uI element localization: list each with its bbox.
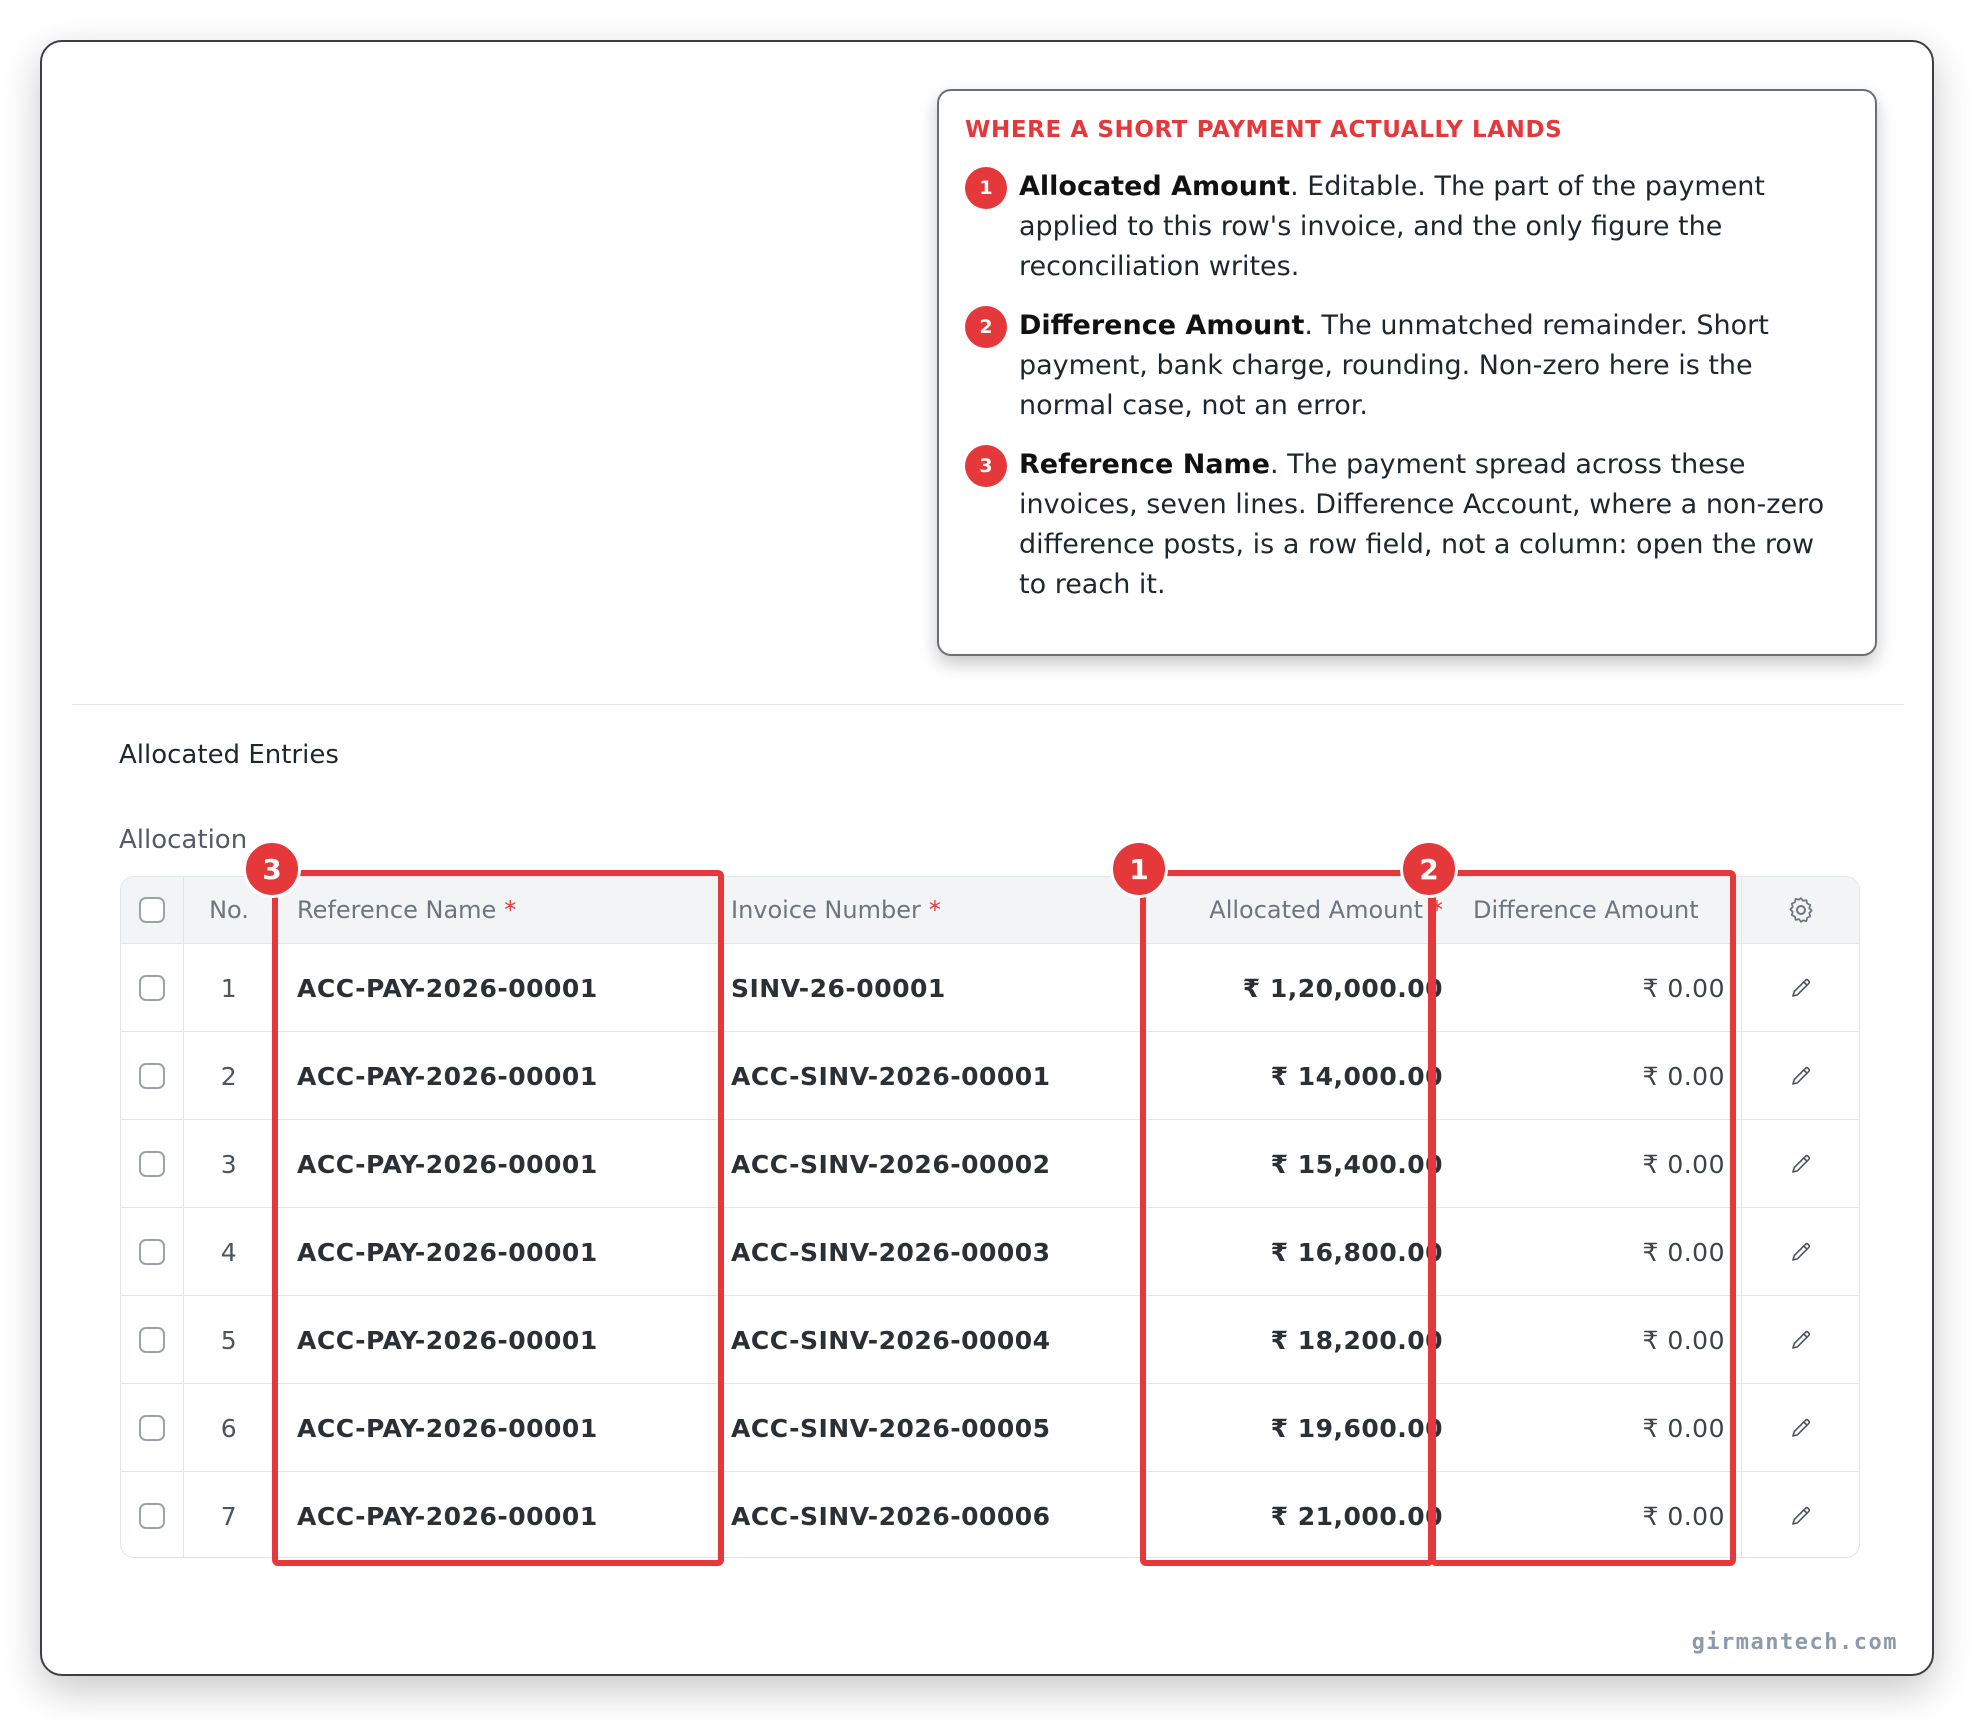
callout-title: WHERE A SHORT PAYMENT ACTUALLY LANDS	[965, 117, 1563, 143]
pencil-icon[interactable]	[1789, 976, 1813, 1000]
pencil-icon[interactable]	[1789, 1240, 1813, 1264]
invoice-number-cell[interactable]: ACC-SINV-2026-00006	[731, 1501, 1051, 1531]
callout-desc-3: . The payment spread across these invoices, seven lines. Difference Account, where a non-zero difference posts, is a row field, not a column: open the row to reach it.	[1019, 449, 1825, 600]
row-checkbox[interactable]	[139, 1239, 165, 1265]
row-select	[121, 944, 183, 1032]
pencil-icon[interactable]	[1789, 1152, 1813, 1176]
highlight-badge-reference: 3	[243, 840, 301, 898]
callout-desc-1: . Editable. The part of the payment applied to this row's invoice, and the only figure the reconciliation writes.	[1019, 171, 1766, 282]
invoice-number-cell[interactable]: ACC-SINV-2026-00002	[731, 1149, 1051, 1179]
difference-amount-cell[interactable]: ₹ 0.00	[1642, 973, 1725, 1003]
header-allocated-amount-label: Allocated Amount	[1209, 896, 1423, 924]
header-invoice-number[interactable]	[731, 877, 1141, 943]
header-settings[interactable]	[1741, 877, 1860, 943]
highlight-reference-name	[272, 870, 724, 1566]
reference-name-cell[interactable]: ACC-PAY-2026-00001	[297, 1237, 598, 1267]
required-mark: *	[504, 896, 517, 924]
reference-name-cell[interactable]: ACC-PAY-2026-00001	[297, 1061, 598, 1091]
invoice-number-cell[interactable]: SINV-26-00001	[731, 973, 946, 1003]
header-difference-amount[interactable]: Difference Amount	[1473, 896, 1699, 924]
callout-badge-1: 1	[965, 167, 1007, 209]
allocated-amount-cell[interactable]: ₹ 19,600.00	[1270, 1413, 1443, 1443]
row-edit-button[interactable]	[1741, 1032, 1860, 1120]
invoice-number-cell[interactable]: ACC-SINV-2026-00004	[731, 1325, 1051, 1355]
allocated-amount-cell[interactable]: ₹ 16,800.00	[1270, 1237, 1443, 1267]
highlight-badge-allocated: 1	[1110, 840, 1168, 898]
row-checkbox[interactable]	[139, 975, 165, 1001]
row-select	[121, 1032, 183, 1120]
gear-icon[interactable]	[1786, 895, 1816, 925]
header-invoice-number-label: Invoice Number	[731, 896, 921, 924]
difference-amount-cell[interactable]: ₹ 0.00	[1642, 1149, 1725, 1179]
row-edit-button[interactable]	[1741, 1296, 1860, 1384]
row-number: 7	[220, 1501, 238, 1531]
highlight-allocated-amount	[1140, 870, 1434, 1566]
row-checkbox[interactable]	[139, 1503, 165, 1529]
allocation-label: Allocation	[119, 825, 248, 855]
reference-name-cell[interactable]: ACC-PAY-2026-00001	[297, 1501, 598, 1531]
row-number: 4	[220, 1237, 238, 1267]
header-select-all	[121, 877, 183, 943]
allocated-amount-cell[interactable]: ₹ 14,000.00	[1270, 1061, 1443, 1091]
callout-term-2: Difference Amount	[1019, 310, 1305, 341]
callout-term-1: Allocated Amount	[1019, 171, 1291, 202]
reference-name-cell[interactable]: ACC-PAY-2026-00001	[297, 1413, 598, 1443]
required-mark: *	[928, 896, 941, 924]
row-select	[121, 1472, 183, 1558]
row-number: 2	[220, 1061, 238, 1091]
pencil-icon[interactable]	[1789, 1416, 1813, 1440]
column-separator	[183, 877, 184, 1557]
row-select	[121, 1120, 183, 1208]
row-edit-button[interactable]	[1741, 1120, 1860, 1208]
row-checkbox[interactable]	[139, 1063, 165, 1089]
reference-name-cell[interactable]: ACC-PAY-2026-00001	[297, 1325, 598, 1355]
allocated-amount-cell[interactable]: ₹ 18,200.00	[1270, 1325, 1443, 1355]
row-select	[121, 1384, 183, 1472]
required-mark: *	[1431, 896, 1443, 924]
row-select	[121, 1208, 183, 1296]
callout-badge-3: 3	[965, 445, 1007, 487]
row-edit-button[interactable]	[1741, 1384, 1860, 1472]
allocated-amount-cell[interactable]: ₹ 1,20,000.00	[1242, 973, 1443, 1003]
invoice-number-cell[interactable]: ACC-SINV-2026-00003	[731, 1237, 1051, 1267]
row-checkbox[interactable]	[139, 1327, 165, 1353]
callout-text-2	[1019, 306, 1849, 426]
row-checkbox[interactable]	[139, 1415, 165, 1441]
invoice-number-cell[interactable]: ACC-SINV-2026-00001	[731, 1061, 1051, 1091]
callout-desc-2: . The unmatched remainder. Short payment, bank charge, rounding. Non-zero here is the normal case, not an error.	[1019, 310, 1769, 421]
row-number: 3	[220, 1149, 238, 1179]
callout-panel	[937, 89, 1877, 656]
header-no: No.	[209, 896, 249, 924]
watermark: girmantech.com	[1691, 1630, 1898, 1655]
invoice-number-cell[interactable]: ACC-SINV-2026-00005	[731, 1413, 1051, 1443]
row-edit-button[interactable]	[1741, 1472, 1860, 1558]
difference-amount-cell[interactable]: ₹ 0.00	[1642, 1237, 1725, 1267]
pencil-icon[interactable]	[1789, 1064, 1813, 1088]
allocated-amount-cell[interactable]: ₹ 15,400.00	[1270, 1149, 1443, 1179]
highlight-badge-difference: 2	[1400, 840, 1458, 898]
section-title: Allocated Entries	[119, 740, 339, 770]
row-edit-button[interactable]	[1741, 944, 1860, 1032]
difference-amount-cell[interactable]: ₹ 0.00	[1642, 1061, 1725, 1091]
header-reference-name-label: Reference Name	[297, 896, 497, 924]
callout-badge-2: 2	[965, 306, 1007, 348]
row-select	[121, 1296, 183, 1384]
row-checkbox[interactable]	[139, 1151, 165, 1177]
row-number: 6	[220, 1413, 238, 1443]
row-number: 1	[220, 973, 238, 1003]
callout-term-3: Reference Name	[1019, 449, 1270, 480]
select-all-checkbox[interactable]	[139, 897, 165, 923]
row-edit-button[interactable]	[1741, 1208, 1860, 1296]
callout-text-3	[1019, 445, 1849, 605]
callout-text-1	[1019, 167, 1849, 287]
allocated-amount-cell[interactable]: ₹ 21,000.00	[1270, 1501, 1443, 1531]
row-number: 5	[220, 1325, 238, 1355]
pencil-icon[interactable]	[1789, 1504, 1813, 1528]
difference-amount-cell[interactable]: ₹ 0.00	[1642, 1325, 1725, 1355]
pencil-icon[interactable]	[1789, 1328, 1813, 1352]
reference-name-cell[interactable]: ACC-PAY-2026-00001	[297, 973, 598, 1003]
section-divider	[72, 704, 1904, 705]
difference-amount-cell[interactable]: ₹ 0.00	[1642, 1501, 1725, 1531]
difference-amount-cell[interactable]: ₹ 0.00	[1642, 1413, 1725, 1443]
column-separator	[1741, 877, 1742, 1557]
reference-name-cell[interactable]: ACC-PAY-2026-00001	[297, 1149, 598, 1179]
highlight-difference-amount	[1430, 870, 1736, 1566]
